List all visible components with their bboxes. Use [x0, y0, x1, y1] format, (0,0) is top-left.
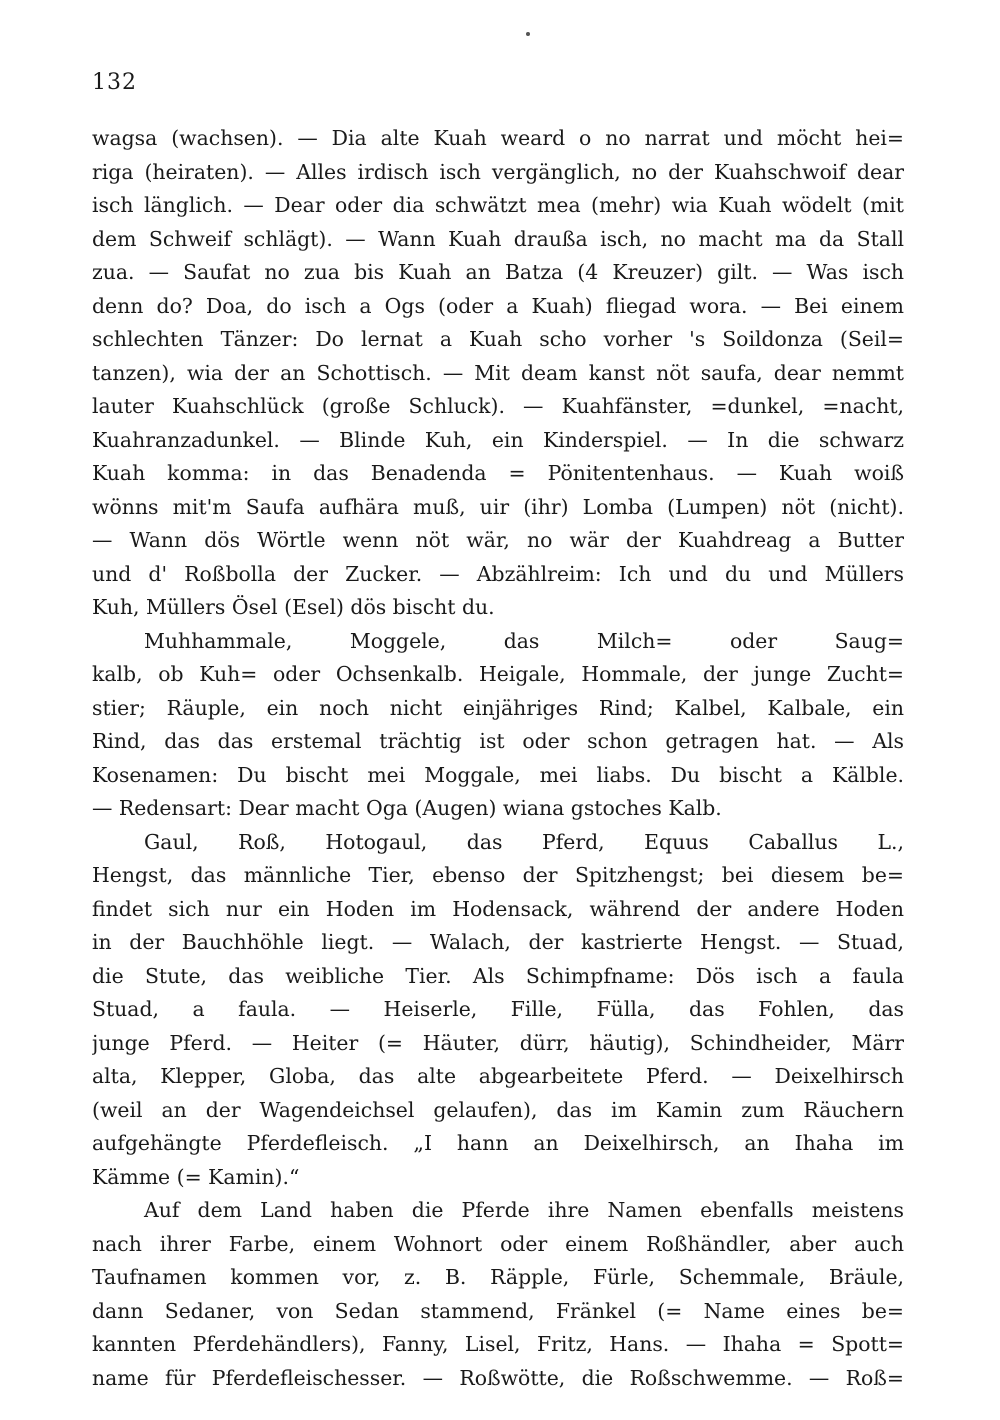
text-line: Gaul, Roß, Hotogaul, das Pferd, Equus Caballus L.,	[144, 829, 904, 854]
print-speck	[526, 32, 530, 36]
text-line: Hengst, das männliche Tier, ebenso der Spitzhengst; bei diesem be=	[92, 863, 904, 887]
text-line: Kämme (= Kamin).“	[92, 1164, 300, 1189]
text-line: die Stute, das weibliche Tier. Als Schimpfname: Dös isch a faula	[92, 963, 904, 988]
text-line: junge Pferd. — Heiter (= Häuter, dürr, häutig), Schindheider, Märr	[92, 1030, 904, 1055]
text-line: Kuh, Müllers Ösel (Esel) dös bischt du.	[92, 595, 495, 619]
text-line: denn do? Doa, do isch a Ogs (oder a Kuah) fliegad wora. — Bei einem	[92, 293, 904, 318]
text-line: — Redensart: Dear macht Oga (Augen) wiana gstoches Kalb.	[92, 796, 722, 820]
text-line: name für Pferdefleischesser. — Roßwötte, die Roßschwemme. — Roß=	[92, 1365, 904, 1390]
text-line: Kosenamen: Du bischt mei Moggale, mei liabs. Du bischt a Kälble.	[92, 762, 904, 787]
text-line: und d' Roßbolla der Zucker. — Abzählreim: Ich und du und Müllers	[92, 561, 904, 586]
text-line: wönns mit'm Saufa aufhära muß, uir (ihr) Lomba (Lumpen) nöt (nicht).	[92, 494, 904, 519]
text-line: kannten Pferdehändlers), Fanny, Lisel, Fritz, Hans. — Ihaha = Spott=	[92, 1332, 904, 1356]
text-line: Kuah komma: in das Benadenda = Pönitentenhaus. — Kuah woiß	[92, 461, 904, 485]
text-line: Muhhammale, Moggele, das Milch= oder Saug=	[144, 628, 904, 653]
text-line: lauter Kuahschlück (große Schluck). — Kuahfänster, =dunkel, =nacht,	[92, 394, 904, 418]
text-line: — Wann dös Wörtle wenn nöt wär, no wär der Kuahdreag a Butter	[92, 528, 904, 552]
text-line: riga (heiraten). — Alles irdisch isch vergänglich, no der Kuahschwoif dear	[92, 159, 904, 184]
text-line: nach ihrer Farbe, einem Wohnort oder einem Roßhändler, aber auch	[92, 1231, 904, 1256]
text-line: Taufnamen kommen vor, z. B. Räpple, Fürle, Schemmale, Bräule,	[92, 1265, 904, 1289]
text-line: (weil an der Wagendeichsel gelaufen), das im Kamin zum Räuchern	[92, 1097, 904, 1122]
text-line: kalb, ob Kuh= oder Ochsenkalb. Heigale, Hommale, der junge Zucht=	[92, 662, 904, 686]
text-line: wagsa (wachsen). — Dia alte Kuah weard o no narrat und möcht hei=	[92, 126, 904, 150]
text-line: aufgehängte Pferdefleisch. „I hann an Deixelhirsch, an Ihaha im	[92, 1131, 904, 1155]
text-line: schlechten Tänzer: Do lernat a Kuah scho vorher 's Soildonza (Seil=	[92, 327, 904, 351]
text-line: dem Schweif schlägt). — Wann Kuah draußa isch, no macht ma da Stall	[92, 226, 904, 251]
text-line: Auf dem Land haben die Pferde ihre Namen ebenfalls meistens	[144, 1198, 904, 1222]
body-text	[92, 122, 904, 1395]
page-number: 132	[92, 70, 137, 95]
text-line: alta, Klepper, Globa, das alte abgearbeitete Pferd. — Deixelhirsch	[92, 1064, 904, 1088]
text-line: dann Sedaner, von Sedan stammend, Fränkel (= Name eines be=	[92, 1298, 904, 1323]
text-line: Rind, das das erstemal trächtig ist oder schon getragen hat. — Als	[92, 729, 904, 753]
text-line: Stuad, a faula. — Heiserle, Fille, Fülla, das Fohlen, das	[92, 997, 904, 1021]
text-line: isch länglich. — Dear oder dia schwätzt mea (mehr) wia Kuah wödelt (mit	[92, 193, 904, 217]
text-line: findet sich nur ein Hoden im Hodensack, während der andere Hoden	[92, 896, 904, 921]
text-line: zua. — Saufat no zua bis Kuah an Batza (4 Kreuzer) gilt. — Was isch	[92, 260, 904, 284]
text-line: tanzen), wia der an Schottisch. — Mit deam kanst nöt saufa, dear nemmt	[92, 360, 904, 385]
text-line: Kuahranzadunkel. — Blinde Kuh, ein Kinderspiel. — In die schwarz	[92, 427, 904, 452]
text-line: in der Bauchhöhle liegt. — Walach, der kastrierte Hengst. — Stuad,	[92, 930, 904, 954]
text-line: stier; Räuple, ein noch nicht einjähriges Rind; Kalbel, Kalbale, ein	[92, 695, 904, 720]
